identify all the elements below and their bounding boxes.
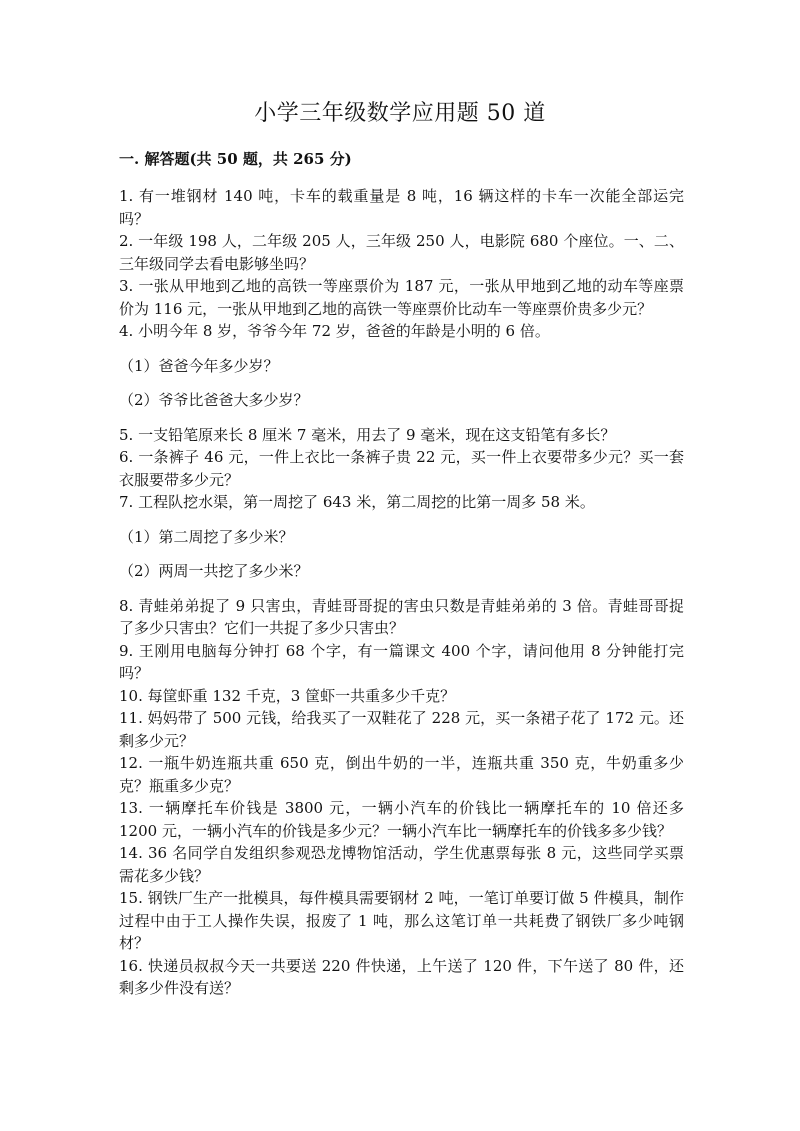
question-10: 10. 每筐虾重 132 千克，3 筐虾一共重多少千克？	[119, 686, 456, 705]
question-12: 12. 一瓶牛奶连瓶共重 650 克，倒出牛奶的一半，连瓶共重 350 克，牛奶重多少克？瓶重多少克？	[119, 754, 684, 795]
question-11: 11. 妈妈带了 500 元钱，给我买了一双鞋花了 228 元，买一条裙子花了 172 元。还剩多少元？	[119, 709, 684, 750]
question-7: 7. 工程队挖水渠，第一周挖了 643 米，第二周挖的比第一周多 58 米。	[119, 493, 595, 511]
question-1: 1. 有一堆钢材 140 吨，卡车的载重量是 8 吨，16 辆这样的卡车一次能全部运完吗？	[119, 187, 684, 228]
question-2: 2. 一年级 198 人，二年级 205 人，三年级 250 人，电影院 680 个座位。一、二、三年级同学去看电影够坐吗？	[119, 232, 684, 273]
question-4-part-1: （1）爸爸今年多少岁？	[119, 356, 279, 375]
page-title: 小学三年级数学应用题 50 道	[254, 101, 546, 126]
question-3: 3. 一张从甲地到乙地的高铁一等座票价为 187 元，一张从甲地到乙地的动车等座票价为 116 元，一张从甲地到乙地的高铁一等座票价比动车一等座票价贵多少元？	[119, 277, 684, 318]
section-heading: 一. 解答题(共 50 题，共 265 分)	[119, 150, 352, 168]
question-15: 15. 钢铁厂生产一批模具，每件模具需要钢材 2 吨，一笔订单要订做 5 件模具，制作过程中由于工人操作失误，报废了 1 吨，那么这笔订单一共耗费了钢铁厂多少吨钢材？	[119, 889, 684, 952]
question-6: 6. 一条裤子 46 元，一件上衣比一条裤子贵 22 元，买一件上衣要带多少元？买一套衣服要带多少元？	[119, 448, 684, 489]
question-14: 14. 36 名同学自发组织参观恐龙博物馆活动，学生优惠票每张 8 元，这些同学买票需花多少钱？	[119, 844, 684, 885]
question-7-part-2: （2）两周一共挖了多少米？	[119, 562, 309, 580]
question-7-part-1: （1）第二周挖了多少米？	[119, 527, 294, 546]
question-9: 9. 王刚用电脑每分钟打 68 个字，有一篇课文 400 个字，请问他用 8 分钟能打完吗？	[119, 641, 684, 682]
question-13: 13. 一辆摩托车价钱是 3800 元，一辆小汽车的价钱比一辆摩托车的 10 倍还多 1200 元，一辆小汽车的价钱是多少元？一辆小汽车比一辆摩托车的价钱多多少钱？	[119, 799, 684, 840]
question-4: 4. 小明今年 8 岁，爷爷今年 72 岁，爸爸的年龄是小明的 6 倍。	[119, 322, 550, 340]
question-8: 8. 青蛙弟弟捉了 9 只害虫，青蛙哥哥捉的害虫只数是青蛙弟弟的 3 倍。青蛙哥哥捉了多少只害虫？它们一共捉了多少只害虫？	[119, 596, 684, 637]
question-5: 5. 一支铅笔原来长 8 厘米 7 毫米，用去了 9 毫米，现在这支铅笔有多长？	[119, 425, 616, 444]
question-4-part-2: （2）爷爷比爸爸大多少岁？	[119, 391, 309, 409]
question-16: 16. 快递员叔叔今天一共要送 220 件快递，上午送了 120 件，下午送了 80 件，还剩多少件没有送？	[119, 956, 684, 997]
question-list	[119, 185, 684, 1000]
